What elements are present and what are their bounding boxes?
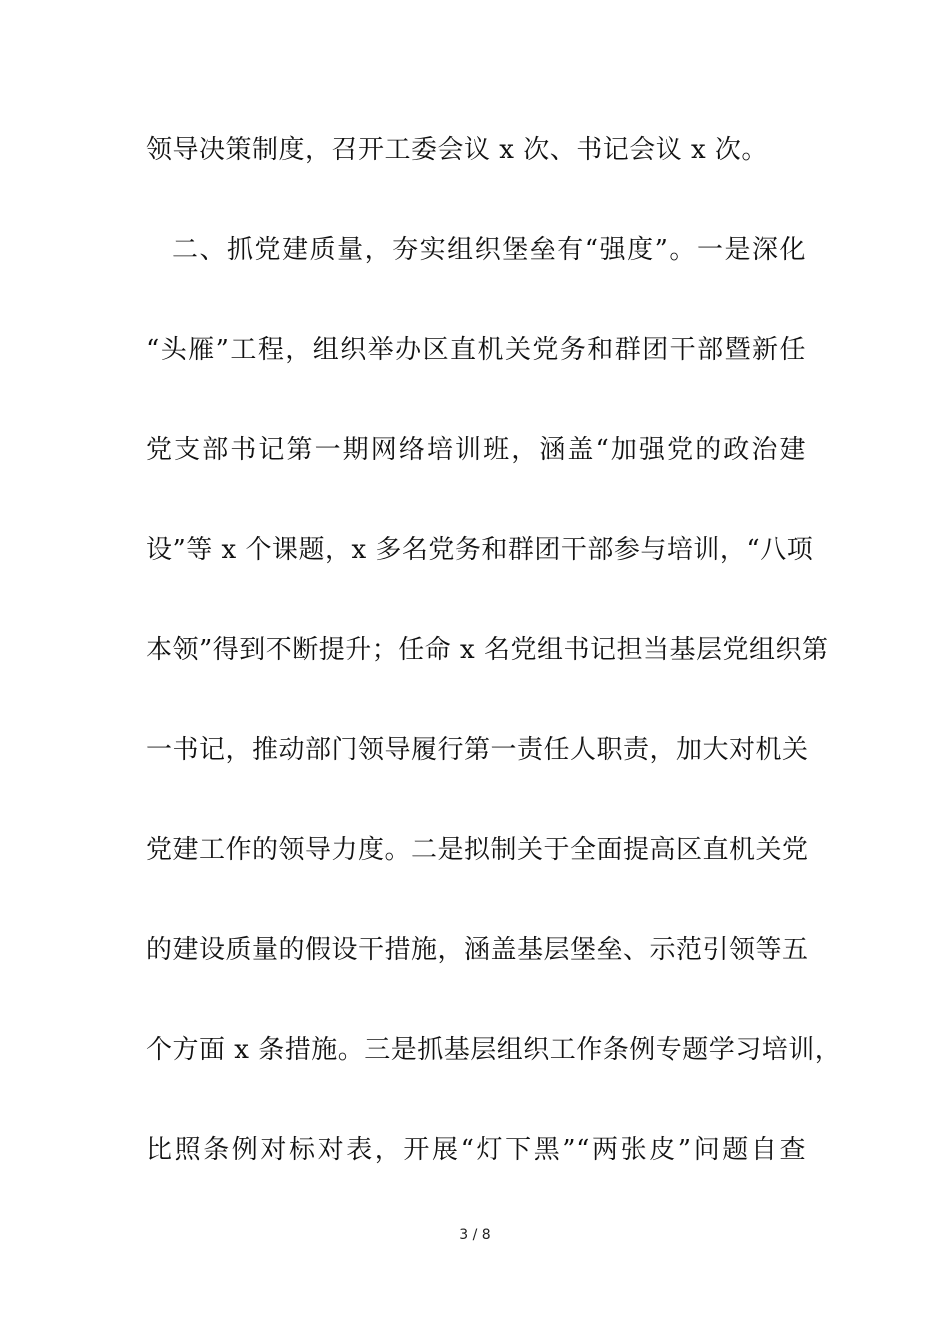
page-number: 3 / 8 — [459, 1227, 491, 1243]
paragraph-line-7: 一书记，推动部门领导履行第一责任人职责，加大对机关 — [146, 735, 809, 765]
paragraph-line-4: 党支部书记第一期网络培训班，涵盖“加强党的政治建 — [146, 435, 806, 465]
paragraph-line-11: 比照条例对标对表，开展“灯下黑”“两张皮”问题自查 — [146, 1135, 806, 1165]
paragraph-line-8: 党建工作的领导力度。二是拟制关于全面提高区直机关党 — [146, 835, 809, 865]
paragraph-line-6: 本领”得到不断提升；任命 x 名党组书记担当基层党组织第 — [146, 635, 829, 665]
paragraph-line-10: 个方面 x 条措施。三是抓基层组织工作条例专题学习培训， — [146, 1035, 842, 1065]
paragraph-line-3: “头雁”工程，组织举办区直机关党务和群团干部暨新任 — [146, 335, 806, 365]
paragraph-line-9: 的建设质量的假设干措施，涵盖基层堡垒、示范引领等五 — [146, 935, 809, 965]
paragraph-line-1: 领导决策制度，召开工委会议 x 次、书记会议 x 次。 — [146, 135, 768, 165]
paragraph-line-2: 二、抓党建质量，夯实组织堡垒有“强度”。一是深化 — [172, 235, 806, 265]
paragraph-line-5: 设”等 x 个课题，x 多名党务和群团干部参与培训，“八项 — [146, 535, 814, 565]
